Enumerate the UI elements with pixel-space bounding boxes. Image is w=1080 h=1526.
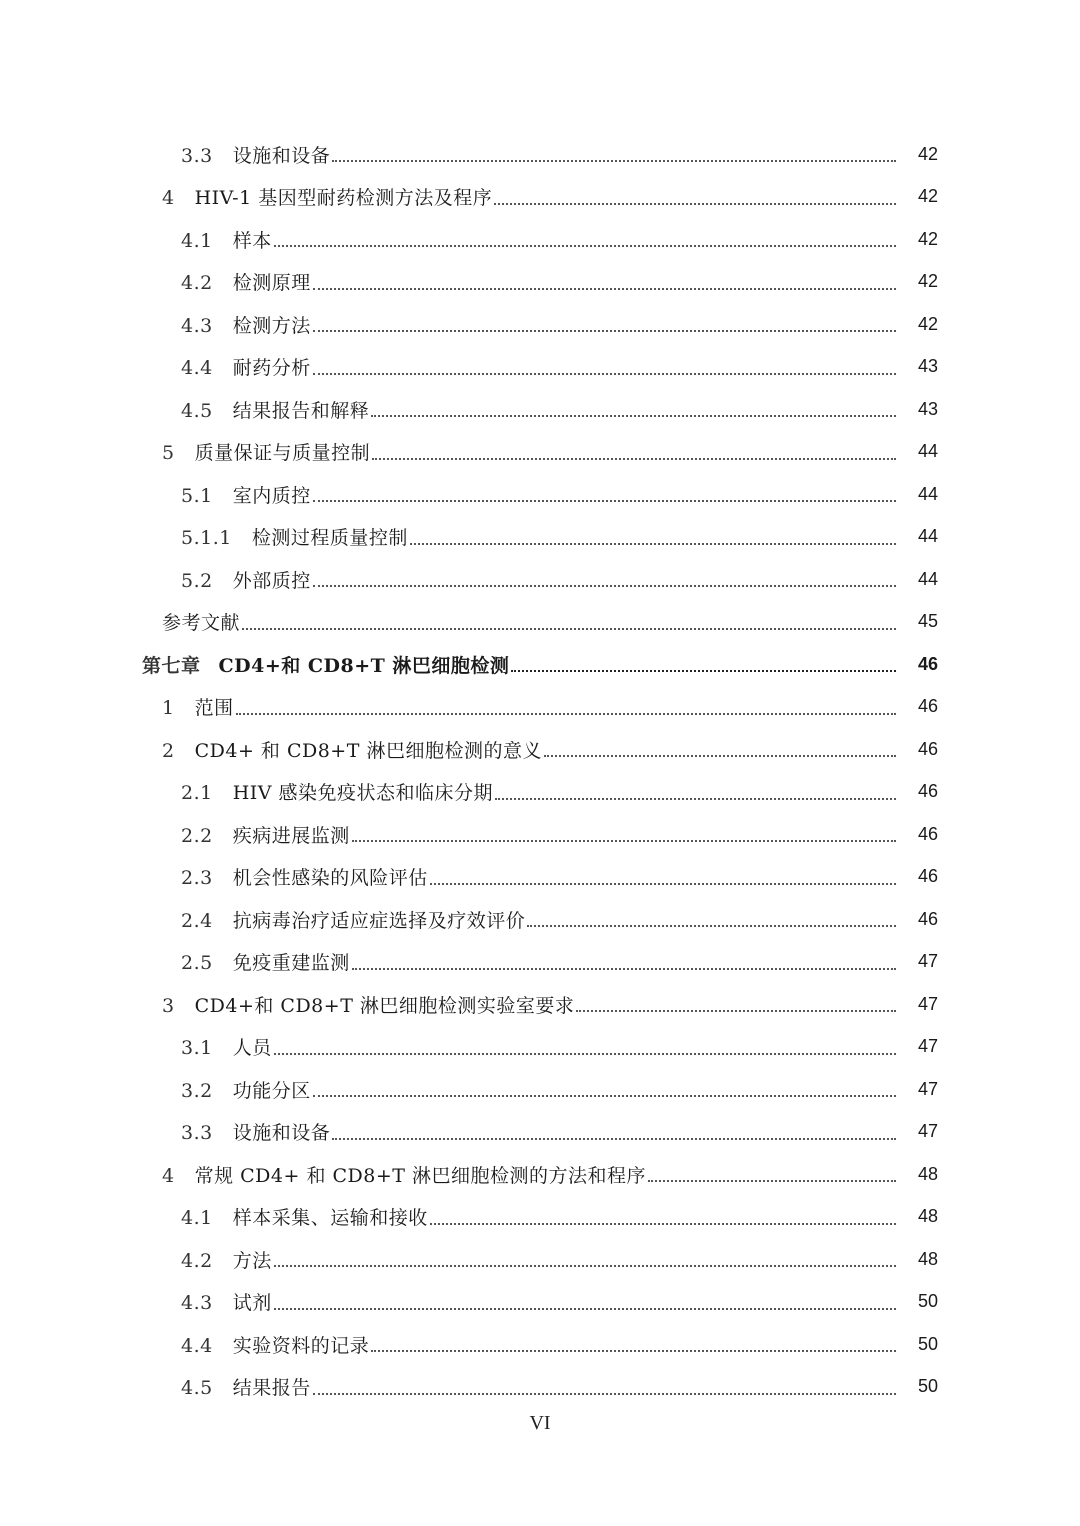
toc-entry-title: 疾病进展监测 bbox=[232, 824, 350, 847]
toc-entry[interactable] bbox=[0, 346, 1080, 389]
toc-entry-title: 结果报告和解释 bbox=[232, 399, 370, 422]
dot-leader bbox=[313, 288, 896, 290]
toc-entry-title: 检测过程质量控制 bbox=[251, 527, 408, 550]
toc-entry-page: 47 bbox=[917, 993, 938, 1014]
toc-entry-page: 43 bbox=[917, 356, 938, 377]
toc-entry-title: 样本采集、运输和接收 bbox=[232, 1207, 428, 1230]
toc-entry-number: 2.5 bbox=[181, 952, 213, 975]
dot-leader bbox=[352, 840, 896, 842]
toc-entry-number: 2 bbox=[162, 739, 175, 762]
toc-entry[interactable] bbox=[0, 1238, 1080, 1281]
toc-entry[interactable] bbox=[0, 941, 1080, 984]
toc-entry-page: 44 bbox=[917, 526, 938, 547]
toc-entry-page: 46 bbox=[917, 866, 938, 887]
toc-entry[interactable] bbox=[0, 558, 1080, 601]
toc-entry-page: 46 bbox=[917, 908, 938, 929]
toc-entry-title: 免疫重建监测 bbox=[232, 952, 350, 975]
toc-entry-number: 4.2 bbox=[181, 1249, 213, 1272]
dot-leader bbox=[371, 415, 896, 417]
dot-leader bbox=[371, 1350, 896, 1352]
toc-entry-title: 机会性感染的风险评估 bbox=[232, 867, 428, 890]
toc-entry-number: 2.2 bbox=[181, 824, 213, 847]
toc-entry-number: 5.2 bbox=[181, 569, 213, 592]
chapter-title: CD4+和 CD8+T 淋巴细胞检测 bbox=[218, 654, 510, 677]
toc-entry-page: 46 bbox=[917, 823, 938, 844]
dot-leader bbox=[313, 585, 896, 587]
toc-entry-title: 质量保证与质量控制 bbox=[194, 442, 371, 465]
toc-entry-number: 4.2 bbox=[181, 272, 213, 295]
toc-entry[interactable] bbox=[0, 898, 1080, 941]
toc-entry[interactable] bbox=[0, 728, 1080, 771]
toc-entry-number: 3.2 bbox=[181, 1079, 213, 1102]
dot-leader bbox=[495, 798, 896, 800]
toc-entry-page: 42 bbox=[917, 143, 938, 164]
page-number: VI bbox=[529, 1412, 551, 1434]
toc-entry[interactable] bbox=[0, 1323, 1080, 1366]
toc-entry-number: 4.1 bbox=[181, 229, 213, 252]
toc-entry-page: 46 bbox=[917, 653, 938, 674]
toc-entry-number: 4.5 bbox=[181, 399, 213, 422]
toc-entry-page: 42 bbox=[917, 313, 938, 334]
toc-entry[interactable] bbox=[0, 983, 1080, 1026]
toc-entry-number: 5 bbox=[162, 442, 175, 465]
toc-entry-page: 44 bbox=[917, 568, 938, 589]
toc-entry-number: 3.3 bbox=[181, 1122, 213, 1145]
toc-entry-title: 室内质控 bbox=[232, 484, 311, 507]
toc-entry-number: 5.1 bbox=[181, 484, 213, 507]
toc-entry[interactable] bbox=[0, 1281, 1080, 1324]
dot-leader bbox=[313, 1095, 896, 1097]
toc-entry-title: 实验资料的记录 bbox=[232, 1334, 370, 1357]
toc-entry-page: 42 bbox=[917, 228, 938, 249]
toc-entry-title: 参考文献 bbox=[162, 612, 241, 635]
toc-entry[interactable] bbox=[0, 516, 1080, 559]
toc-entry-title: 抗病毒治疗适应症选择及疗效评价 bbox=[232, 909, 526, 932]
toc-entry[interactable] bbox=[0, 856, 1080, 899]
dot-leader bbox=[352, 968, 896, 970]
toc-entry-page: 47 bbox=[917, 1078, 938, 1099]
toc-entry[interactable] bbox=[0, 1366, 1080, 1409]
dot-leader bbox=[332, 160, 896, 162]
dot-leader bbox=[313, 1393, 896, 1395]
toc-entry[interactable] bbox=[0, 1196, 1080, 1239]
toc-entry-page: 48 bbox=[917, 1163, 938, 1184]
toc-entry-number: 4.4 bbox=[181, 1334, 213, 1357]
toc-entry[interactable] bbox=[0, 133, 1080, 176]
toc-entry[interactable] bbox=[0, 261, 1080, 304]
toc-entry-page: 48 bbox=[917, 1206, 938, 1227]
toc-entry-number: 2.4 bbox=[181, 909, 213, 932]
toc-entry-page: 46 bbox=[917, 781, 938, 802]
toc-entry-number: 4.3 bbox=[181, 314, 213, 337]
dot-leader bbox=[242, 628, 896, 630]
toc-entry-number: 3 bbox=[162, 994, 175, 1017]
toc-entry-title: 功能分区 bbox=[232, 1079, 311, 1102]
toc-entry-title: 方法 bbox=[232, 1249, 272, 1272]
dot-leader bbox=[313, 373, 896, 375]
toc-entry[interactable] bbox=[0, 813, 1080, 856]
toc-entry[interactable] bbox=[0, 1153, 1080, 1196]
toc-entry-title: 常规 CD4+ 和 CD8+T 淋巴细胞检测的方法和程序 bbox=[194, 1164, 646, 1187]
toc-entry-title: 试剂 bbox=[232, 1292, 272, 1315]
toc-entry-title: 样本 bbox=[232, 229, 272, 252]
toc-entry[interactable] bbox=[0, 1111, 1080, 1154]
toc-entry-page: 42 bbox=[917, 271, 938, 292]
toc-entry-title: CD4+和 CD8+T 淋巴细胞检测实验室要求 bbox=[194, 994, 575, 1017]
toc-entry-page: 47 bbox=[917, 1121, 938, 1142]
dot-leader bbox=[494, 203, 896, 205]
toc-entry-page: 50 bbox=[917, 1291, 938, 1312]
toc-entry[interactable] bbox=[0, 686, 1080, 729]
toc-entry-title: 结果报告 bbox=[232, 1377, 311, 1400]
dot-leader bbox=[511, 670, 896, 672]
dot-leader bbox=[544, 755, 896, 757]
toc-entry[interactable] bbox=[0, 303, 1080, 346]
toc-entry-title: HIV-1 基因型耐药检测方法及程序 bbox=[194, 187, 493, 210]
toc-entry-title: 检测方法 bbox=[232, 314, 311, 337]
toc-entry-title: 外部质控 bbox=[232, 569, 311, 592]
toc-entry[interactable] bbox=[0, 431, 1080, 474]
toc-entry[interactable] bbox=[0, 473, 1080, 516]
dot-leader bbox=[430, 883, 896, 885]
toc-entry-number: 4 bbox=[162, 187, 175, 210]
toc-entry-page: 50 bbox=[917, 1333, 938, 1354]
toc-entry-title: 设施和设备 bbox=[232, 144, 331, 167]
dot-leader bbox=[527, 925, 896, 927]
toc-entry-number: 4.5 bbox=[181, 1377, 213, 1400]
dot-leader bbox=[372, 458, 896, 460]
toc-entry-number: 1 bbox=[162, 697, 175, 720]
toc-entry[interactable] bbox=[0, 1026, 1080, 1069]
toc-entry-title: HIV 感染免疫状态和临床分期 bbox=[232, 782, 494, 805]
toc-entry-page: 50 bbox=[917, 1376, 938, 1397]
toc-entry-page: 46 bbox=[917, 696, 938, 717]
dot-leader bbox=[332, 1138, 896, 1140]
toc-entry-title: CD4+ 和 CD8+T 淋巴细胞检测的意义 bbox=[194, 739, 542, 762]
toc-entry-title: 耐药分析 bbox=[232, 357, 311, 380]
toc-entry-page: 44 bbox=[917, 441, 938, 462]
toc-entry-number: 3.1 bbox=[181, 1037, 213, 1060]
dot-leader bbox=[274, 1308, 896, 1310]
toc-entry-page: 42 bbox=[917, 186, 938, 207]
toc-entry-title: 范围 bbox=[194, 697, 234, 720]
dot-leader bbox=[274, 245, 896, 247]
dot-leader bbox=[274, 1053, 896, 1055]
toc-entry[interactable] bbox=[0, 601, 1080, 644]
toc-entry-number: 4.1 bbox=[181, 1207, 213, 1230]
toc-entry-title: 检测原理 bbox=[232, 272, 311, 295]
toc-entry-page: 47 bbox=[917, 1036, 938, 1057]
dot-leader bbox=[313, 330, 896, 332]
toc-entry-number: 2.3 bbox=[181, 867, 213, 890]
toc-entry-title: 设施和设备 bbox=[232, 1122, 331, 1145]
toc-entry-number: 5.1.1 bbox=[181, 527, 232, 550]
toc-entry-page: 43 bbox=[917, 398, 938, 419]
toc-entry-page: 46 bbox=[917, 738, 938, 759]
dot-leader bbox=[576, 1010, 896, 1012]
toc-entry-number: 2.1 bbox=[181, 782, 213, 805]
toc-entry-number: 4.4 bbox=[181, 357, 213, 380]
dot-leader bbox=[410, 543, 896, 545]
toc-entry-page: 44 bbox=[917, 483, 938, 504]
dot-leader bbox=[274, 1265, 896, 1267]
toc-entry-page: 45 bbox=[917, 611, 938, 632]
toc-entry[interactable] bbox=[0, 176, 1080, 219]
toc-entry-page: 47 bbox=[917, 951, 938, 972]
table-of-contents bbox=[0, 133, 1080, 1408]
dot-leader bbox=[313, 500, 896, 502]
toc-entry[interactable] bbox=[0, 218, 1080, 261]
dot-leader bbox=[430, 1223, 896, 1225]
chapter-number: 第七章 bbox=[142, 654, 201, 677]
toc-chapter-entry[interactable] bbox=[0, 643, 1080, 686]
dot-leader bbox=[236, 713, 896, 715]
dot-leader bbox=[648, 1180, 896, 1182]
toc-entry[interactable] bbox=[0, 1068, 1080, 1111]
toc-entry-number: 4 bbox=[162, 1164, 175, 1187]
toc-entry[interactable] bbox=[0, 771, 1080, 814]
toc-entry[interactable] bbox=[0, 388, 1080, 431]
toc-entry-number: 3.3 bbox=[181, 144, 213, 167]
toc-entry-number: 4.3 bbox=[181, 1292, 213, 1315]
toc-entry-title: 人员 bbox=[232, 1037, 272, 1060]
toc-entry-page: 48 bbox=[917, 1248, 938, 1269]
